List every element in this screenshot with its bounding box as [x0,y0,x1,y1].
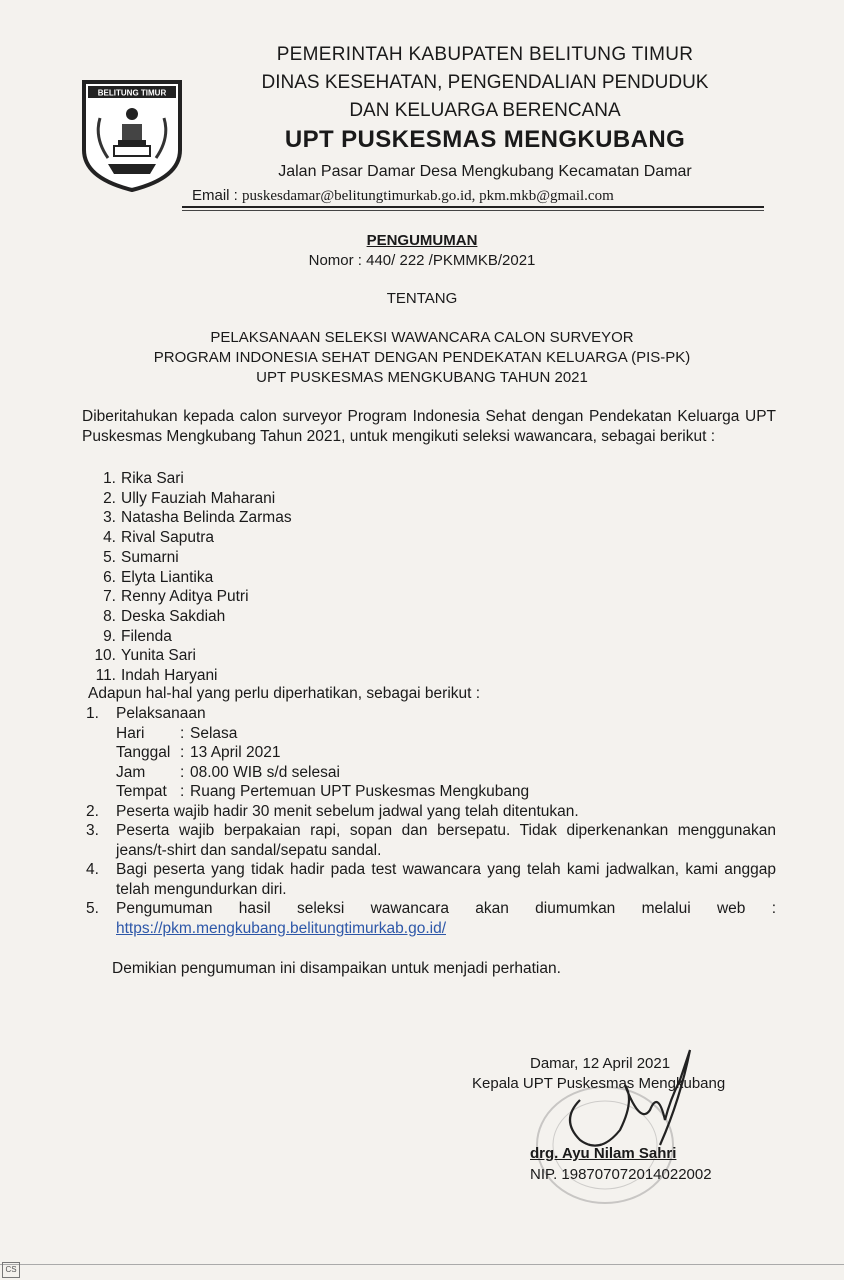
list-item: 8. Deska Sakdiah [103,607,226,625]
schedule-place: Ruang Pertemuan UPT Puskesmas Mengkubang [190,783,530,800]
note-1-title: Pelaksanaan [116,705,206,722]
note-item-4: 4. Bagi peserta yang tidak hadir pada test wawancara yang telah kami jadwalkan, kami anggap telah mengundurkan diri. [86,861,776,898]
list-item: 7. Renny Aditya Putri [103,588,249,606]
intro-text: Diberitahukan kepada calon surveyor Program Indonesia Sehat dengan Pendekatan Keluarga UPT Puskesmas Mengkubang Tahun 2021, untuk mengikuti seleksi wawancara, sebagai berikut : [82,408,776,445]
scanner-divider [0,1264,844,1265]
notes-intro: Adapun hal-hal yang perlu diperhatikan, sebagai berikut : [88,685,481,702]
subject-line-1: PELAKSANAAN SELEKSI WAWANCARA CALON SURVEYOR [210,329,634,346]
letterhead-line-3: DAN KELUARGA BERENCANA [349,100,621,121]
signature-name: drg. Ayu Nilam Sahri [530,1145,677,1162]
letterhead-rule-thin [182,210,764,211]
list-item: 9. Filenda [103,627,172,645]
intro-paragraph [82,407,776,447]
subject-line-3: UPT PUSKESMAS MENGKUBANG TAHUN 2021 [256,369,588,386]
note-item-2: 2. Peserta wajib hadir 30 menit sebelum jadwal yang telah ditentukan. [86,802,579,820]
signature-place-date: Damar, 12 April 2021 [530,1055,671,1072]
list-item: 11. Indah Haryani [95,667,218,685]
letterhead-title: UPT PUSKESMAS MENGKUBANG [284,126,686,153]
list-item: 1. Rika Sari [103,470,184,487]
candidate-list [88,469,292,686]
letterhead-line-2: DINAS KESEHATAN, PENGENDALIAN PENDUDUK [261,72,709,93]
list-item: 2. Ully Fauziah Maharani [103,489,276,507]
note-item-1: 1. Pelaksanaan Hari : Selasa Tanggal : 13 April 2021 Jam : 08.00 WIB s/d selesai Tempat : Ruang Pertemuan UPT Puskesmas Mengkubang [82,704,776,802]
email-label: Email : [192,187,243,204]
schedule-day: Selasa [190,724,238,742]
belitung-timur-logo [78,78,186,192]
letterhead-rule-thick [182,206,764,208]
schedule-table: Hari : Selasa Tanggal : 13 April 2021 Jam : 08.00 WIB s/d selesai Tempat : Ruang Pertemuan UPT Puskesmas Mengkubang [116,724,776,802]
signature-nip: NIP. 198707072014022002 [530,1166,712,1183]
schedule-time: 08.00 WIB s/d selesai [190,763,340,781]
subject-line-2: PROGRAM INDONESIA SEHAT DENGAN PENDEKATAN KELUARGA (PIS-PK) [153,349,691,366]
list-item: 6. Elyta Liantika [103,568,214,586]
announcement-number: Nomor : 440/ 222 /PKMMKB/2021 [308,252,536,269]
list-item: 5. Sumarni [103,548,179,566]
scanner-footer [0,1262,844,1280]
announcement-about: TENTANG [386,290,458,307]
schedule-date: 13 April 2021 [190,744,281,761]
list-item: 3. Natasha Belinda Zarmas [103,509,292,527]
scanner-logo-icon: CS [2,1262,20,1278]
letterhead-address: Jalan Pasar Damar Desa Mengkubang Kecamatan Damar [278,163,692,180]
email-value: puskesdamar@belitungtimurkab.go.id, pkm.mkb@gmail.com [242,188,614,204]
notes-list [82,704,776,938]
letterhead-email [192,187,614,205]
result-web-link[interactable]: https://pkm.mengkubang.belitungtimurkab.go.id/ [116,919,446,937]
list-item: 4. Rival Saputra [103,529,215,547]
note-item-3: 3. Peserta wajib berpakaian rapi, sopan dan bersepatu. Tidak diperkenankan menggunakan jeans/t-shirt dan sandal/sepatu sandal. [86,822,776,859]
note-item-5: 5. Pengumuman hasil seleksi wawancara akan diumumkan melalui web : [86,900,776,917]
svg-text:BELITUNG TIMUR: BELITUNG TIMUR [97,88,167,98]
signature-role: Kepala UPT Puskesmas Mengkubang [472,1075,726,1092]
letterhead-line-1: PEMERINTAH KABUPATEN BELITUNG TIMUR [276,44,694,65]
announcement-title: PENGUMUMAN [366,232,478,249]
list-item: 10. Yunita Sari [94,647,196,665]
closing-text: Demikian pengumuman ini disampaikan untuk menjadi perhatian. [112,960,561,977]
